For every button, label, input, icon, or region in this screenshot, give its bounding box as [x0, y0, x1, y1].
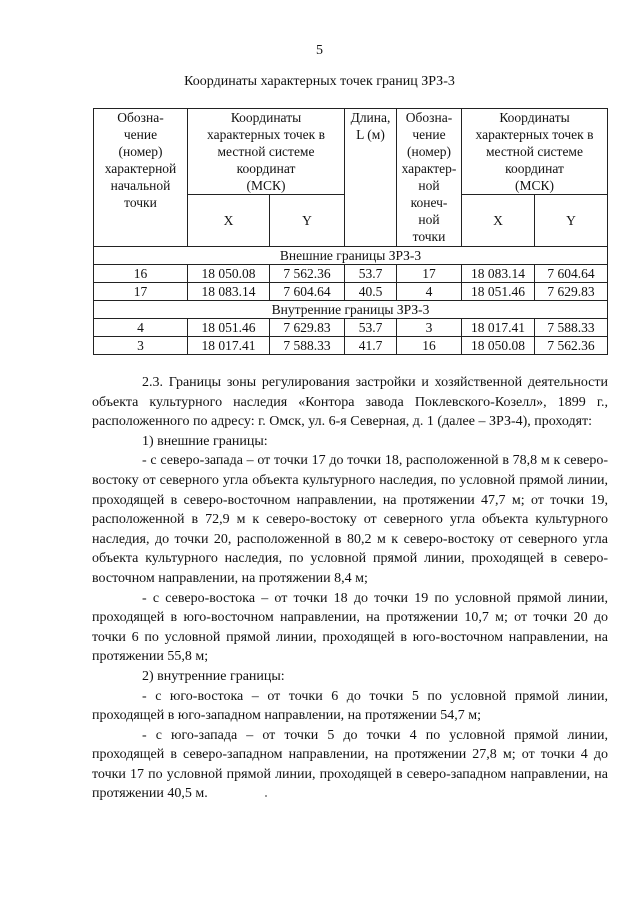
header-coords-start: Координаты характерных точек в местной системе координат (МСК) — [188, 109, 345, 195]
table-cell: 18 083.14 — [188, 283, 270, 301]
section-title: Внешние границы ЗРЗ-3 — [94, 247, 608, 265]
body-text — [92, 373, 608, 804]
header-coords-end: Координаты характерных точек в местной системе координат (МСК) — [462, 109, 608, 195]
table-row — [94, 265, 608, 283]
table-cell: 7 588.33 — [270, 337, 345, 355]
table-cell: 7 629.83 — [270, 319, 345, 337]
table-cell: 7 629.83 — [535, 283, 608, 301]
table-cell: 16 — [94, 265, 188, 283]
table-cell: 7 604.64 — [535, 265, 608, 283]
table-cell: 7 562.36 — [535, 337, 608, 355]
paragraph: 2.3. Границы зоны регулирования застройки и хозяйственной деятельности объекта культурного наследия «Контора завода Поклевского-Козелл», 1899 г., расположенного по адресу: г. Омск, ул. 6-я Северная, д. 1 (далее – ЗРЗ-4), проходят: — [92, 375, 608, 430]
scan-speck — [265, 795, 267, 797]
paragraph: - с юго-востока – от точки 6 до точки 5 по условной прямой линии, проходящей в юго-западном направлении, на протяжении 54,7 м; — [92, 688, 608, 724]
table-cell: 17 — [94, 283, 188, 301]
paragraph: - с северо-запада – от точки 17 до точки 18, расположенной в 78,8 м к северо-востоку от северного угла объекта культурного наследия, по условной прямой линии, проходящей в северо-восточном направлении, на протяжении 47,7 м; от точки 19, расположенной в 72,9 м к северо-востоку от северного угла объекта культурного наследия, до точки 20, расположенной в 80,2 м к северо-востоку от северного угла объекта культурного наследия, по условной прямой линии, проходящей в северо-восточном направлении, на протяжении 8,4 м; — [92, 453, 608, 586]
table-cell: 18 050.08 — [188, 265, 270, 283]
table-cell: 7 562.36 — [270, 265, 345, 283]
header-x-start: X — [188, 195, 270, 247]
table-row — [94, 319, 608, 337]
header-x-end: X — [462, 195, 535, 247]
header-start-point: Обозна- чение (номер) характерной начальной точки — [94, 109, 188, 247]
table-cell: 40.5 — [345, 283, 397, 301]
table-cell: 18 083.14 — [462, 265, 535, 283]
table-cell: 3 — [94, 337, 188, 355]
table-cell: 4 — [94, 319, 188, 337]
table-cell: 4 — [397, 283, 462, 301]
header-length: Длина, L (м) — [345, 109, 397, 247]
paragraph: - с юго-запада – от точки 5 до точки 4 по условной прямой линии, проходящей в северо-западном направлении, на протяжении 27,8 м; от точки 4 до точки 17 по условной прямой линии, проходящей в северо-западном направлении, на протяжении 40,5 м. — [92, 727, 608, 802]
table-cell: 18 017.41 — [462, 319, 535, 337]
paragraph: - с северо-востока – от точки 18 до точки 19 по условной прямой линии, проходящей в юго-восточном направлении, на протяжении 10,7 м; от точки 20 до точки 6 по условной прямой линии, проходящей в юго-восточном направлении, на протяжении 55,8 м; — [92, 590, 608, 665]
table-cell: 53.7 — [345, 265, 397, 283]
table-cell: 41.7 — [345, 337, 397, 355]
table-cell: 3 — [397, 319, 462, 337]
table-cell: 16 — [397, 337, 462, 355]
table-cell: 18 051.46 — [462, 283, 535, 301]
header-y-start: Y — [270, 195, 345, 247]
paragraph: 2) внутренние границы: — [142, 668, 285, 684]
coordinates-table — [93, 108, 608, 355]
table-cell: 18 050.08 — [462, 337, 535, 355]
table-cell: 53.7 — [345, 319, 397, 337]
paragraph: 1) внешние границы: — [142, 433, 268, 449]
table-row — [94, 283, 608, 301]
header-y-end: Y — [535, 195, 608, 247]
table-title: Координаты характерных точек границ ЗРЗ-3 — [184, 74, 455, 89]
header-end-point: Обозна- чение (номер) характер- ной конеч- ной точки — [397, 109, 462, 247]
table-cell: 17 — [397, 265, 462, 283]
page-number: 5 — [316, 43, 323, 58]
table-cell: 7 588.33 — [535, 319, 608, 337]
table-cell: 7 604.64 — [270, 283, 345, 301]
table-row — [94, 337, 608, 355]
section-title: Внутренние границы ЗРЗ-3 — [94, 301, 608, 319]
table-cell: 18 051.46 — [188, 319, 270, 337]
table-cell: 18 017.41 — [188, 337, 270, 355]
